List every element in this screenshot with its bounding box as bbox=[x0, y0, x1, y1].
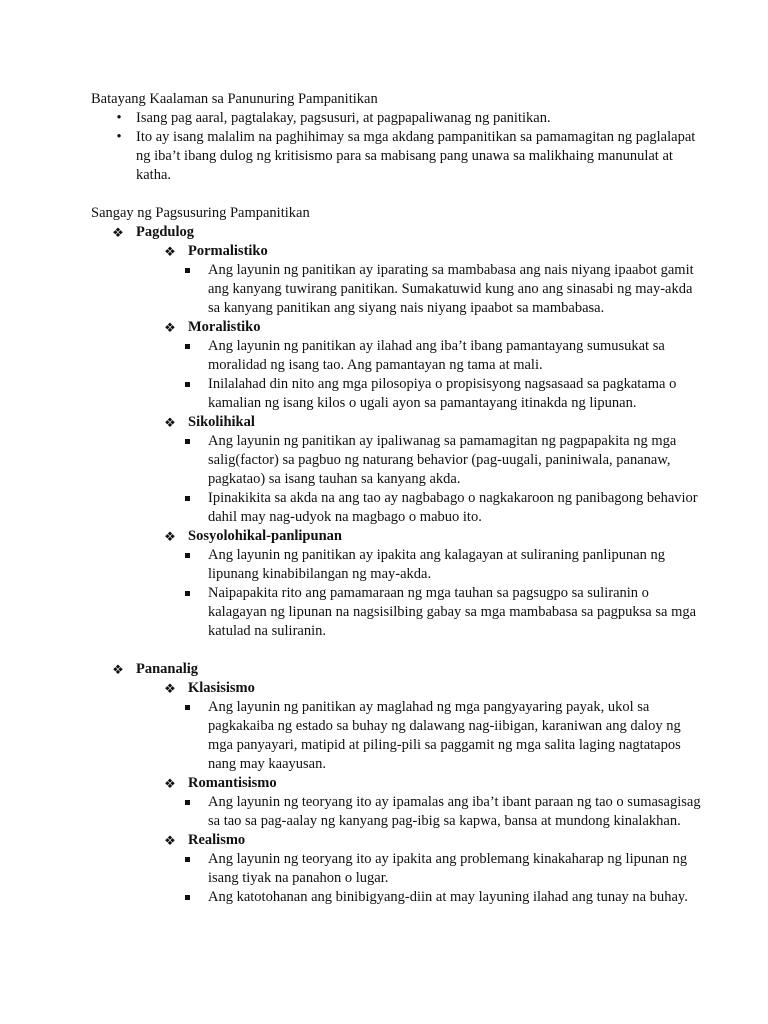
category-pagdulog bbox=[91, 223, 708, 641]
section-title-batayang-kaalaman: Batayang Kaalaman sa Panunuring Pampanitikan bbox=[91, 91, 378, 107]
square-bullet-icon bbox=[185, 591, 190, 596]
bullet-icon: • bbox=[116, 110, 122, 126]
category-label: Pananalig bbox=[136, 661, 199, 677]
diamond-bullet-icon: ❖ bbox=[112, 662, 124, 677]
intro-bullet-list bbox=[91, 109, 708, 185]
diamond-bullet-icon: ❖ bbox=[164, 776, 176, 791]
diamond-bullet-icon: ❖ bbox=[164, 529, 176, 544]
subcategory-pormalistiko bbox=[116, 242, 708, 318]
intro-bullet-item: • Ito ay isang malalim na paghihimay sa mga akdang pampanitikan sa pamamagitan ng paglalapat ng iba’t ibang dulog ng kritisismo para sa mabisang pang unawa sa malikhaing manunulat at katha. bbox=[91, 128, 708, 185]
square-bullet-icon bbox=[185, 268, 190, 273]
subcategory-realismo bbox=[116, 831, 708, 907]
subcategory-moralistiko bbox=[116, 318, 708, 413]
bullet-icon: • bbox=[116, 129, 122, 145]
point-item: Ang layunin ng panitikan ay ilahad ang iba’t ibang pamantayang sumusukat sa moralidad ng isang tao. Ang pamantayan ng tama at mali. bbox=[162, 337, 708, 375]
subcategory-sosyolohikal bbox=[116, 527, 708, 641]
diamond-bullet-icon: ❖ bbox=[164, 681, 176, 696]
square-bullet-icon bbox=[185, 344, 190, 349]
square-bullet-icon bbox=[185, 439, 190, 444]
diamond-bullet-icon: ❖ bbox=[112, 225, 124, 240]
subcategory-list bbox=[136, 242, 708, 641]
point-list bbox=[162, 546, 708, 641]
point-list bbox=[162, 337, 708, 413]
square-bullet-icon bbox=[185, 895, 190, 900]
subcategory-romantisismo bbox=[116, 774, 708, 831]
point-item: Ang layunin ng teoryang ito ay ipamalas ang iba’t ibant paraan ng tao o sumasagisag sa tao sa pag-aalay ng kanyang pag-ibig sa kapwa, bansa at mundong kinalakhan. bbox=[162, 793, 708, 831]
square-bullet-icon bbox=[185, 705, 190, 710]
spacer bbox=[91, 641, 708, 660]
square-bullet-icon bbox=[185, 553, 190, 558]
subcategory-sikolihikal bbox=[116, 413, 708, 527]
point-list bbox=[162, 261, 708, 318]
point-item: Ang katotohanan ang binibigyang-diin at may layuning ilahad ang tunay na buhay. bbox=[162, 888, 708, 907]
point-item: Inilalahad din nito ang mga pilosopiya o propisisyong nagsasaad sa pagkatama o kamalian ng isang kilos o ugali ayon sa pamantayang itinakda ng lipunan. bbox=[162, 375, 708, 413]
point-list bbox=[162, 850, 708, 907]
square-bullet-icon bbox=[185, 800, 190, 805]
diamond-bullet-icon: ❖ bbox=[164, 320, 176, 335]
subcategory-label: Sikolihikal bbox=[188, 414, 255, 430]
category-label: Pagdulog bbox=[136, 224, 195, 240]
category-list bbox=[91, 223, 708, 907]
diamond-bullet-icon: ❖ bbox=[164, 833, 176, 848]
point-item: Ang layunin ng panitikan ay iparating sa mambabasa ang nais niyang ipaabot gamit ang kanyang tuwirang panitikan. Sumakatuwid kung ano ang sinasabi ng may-akda sa kanyang panitikan ang siyang nais niyang ipaabot sa mambabasa. bbox=[162, 261, 708, 318]
point-item: Ang layunin ng panitikan ay ipakita ang kalagayan at suliraning panlipunan ng lipunang kinabibilangan ng may-akda. bbox=[162, 546, 708, 584]
subcategory-label: Sosyolohikal-panlipunan bbox=[188, 528, 342, 544]
category-pananalig bbox=[91, 660, 708, 907]
diamond-bullet-icon: ❖ bbox=[164, 415, 176, 430]
diamond-bullet-icon: ❖ bbox=[164, 244, 176, 259]
point-item: Ipinakikita sa akda na ang tao ay nagbabago o nagkakaroon ng panibagong behavior dahil may nag-udyok na magbago o mabuo ito. bbox=[162, 489, 708, 527]
intro-bullet-item: • Isang pag aaral, pagtalakay, pagsusuri, at pagpapaliwanag ng panitikan. bbox=[91, 109, 708, 128]
point-item: Ang layunin ng panitikan ay maglahad ng mga pangyayaring payak, ukol sa pagkakaiba ng estado sa buhay ng dalawang nag-iibigan, karaniwan ang daloy ng mga panyayari, matipid at piling-pili sa paggamit ng mga salita laging nagtatapos nang may kaayusan. bbox=[162, 698, 708, 774]
subcategory-label: Romantisismo bbox=[188, 775, 277, 791]
point-list bbox=[162, 432, 708, 527]
subcategory-label: Pormalistiko bbox=[188, 243, 268, 259]
point-list bbox=[162, 698, 708, 774]
subcategory-label: Klasisismo bbox=[188, 680, 255, 696]
section-title-sangay: Sangay ng Pagsusuring Pampanitikan bbox=[91, 205, 310, 221]
subcategory-label: Moralistiko bbox=[188, 319, 261, 335]
square-bullet-icon bbox=[185, 382, 190, 387]
square-bullet-icon bbox=[185, 857, 190, 862]
subcategory-klasisismo bbox=[116, 679, 708, 774]
point-item: Ang layunin ng teoryang ito ay ipakita ang problemang kinakaharap ng lipunan ng isang tiyak na panahon o lugar. bbox=[162, 850, 708, 888]
subcategory-list bbox=[136, 679, 708, 907]
point-item: Naipapakita rito ang pamamaraan ng mga tauhan sa pagsugpo sa suliranin o kalagayan ng lipunan na nagsisilbing gabay sa mga mambabasa sa pagpuksa sa mga katulad na suliranin. bbox=[162, 584, 708, 641]
square-bullet-icon bbox=[185, 496, 190, 501]
subcategory-label: Realismo bbox=[188, 832, 246, 848]
point-item: Ang layunin ng panitikan ay ipaliwanag sa pamamagitan ng pagpapakita ng mga salig(factor) sa pagbuo ng naturang behavior (pag-uugali, paniniwala, pananaw, pagkatao) sa isang tauhan sa kanyang akda. bbox=[162, 432, 708, 489]
point-list bbox=[162, 793, 708, 831]
